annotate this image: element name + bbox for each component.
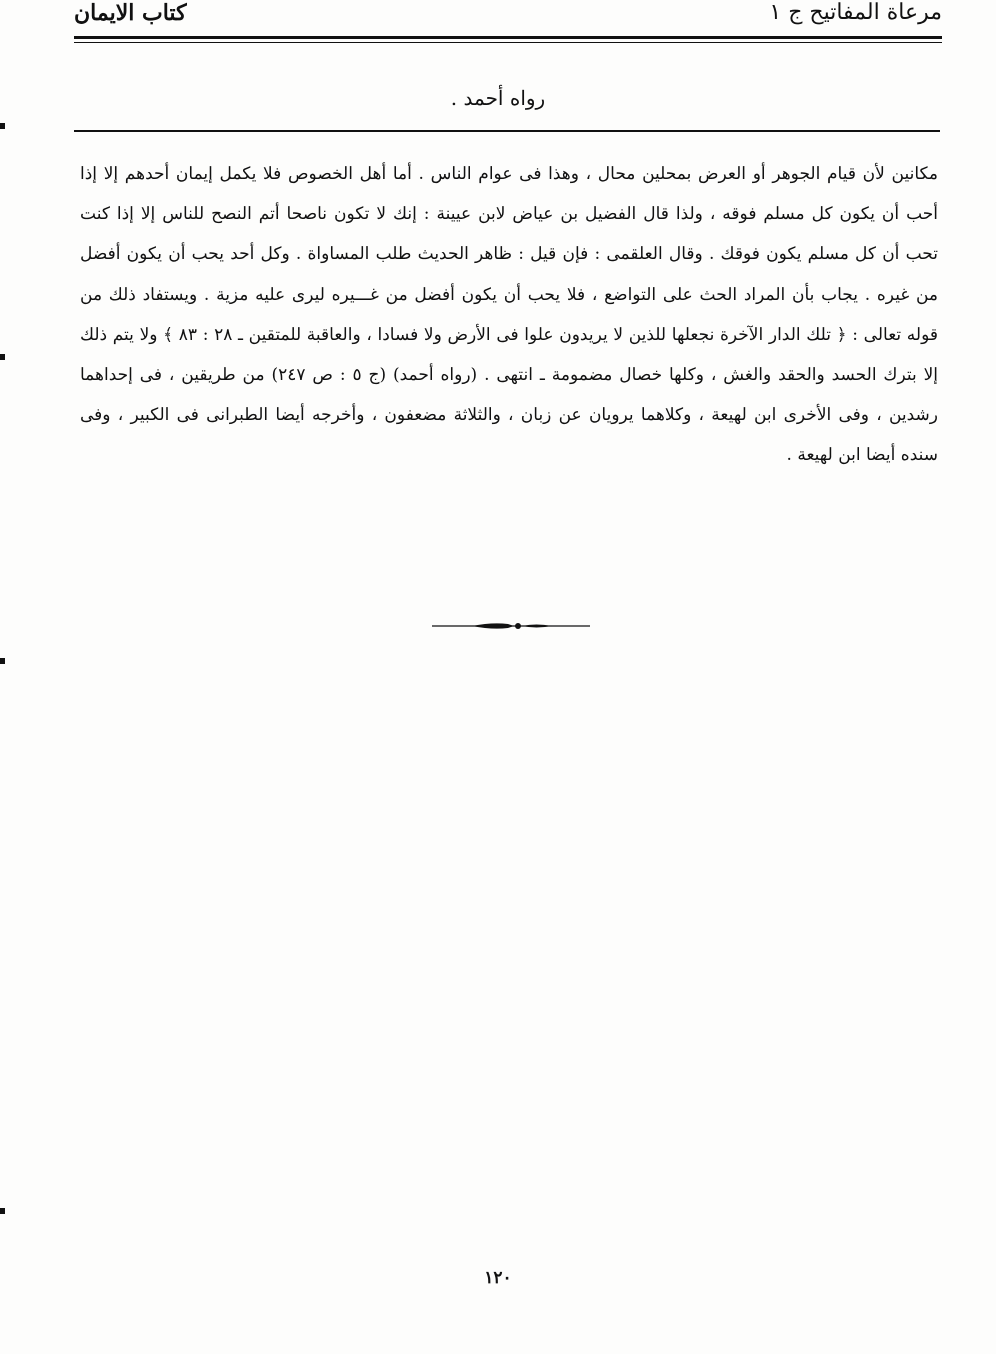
margin-mark <box>0 123 5 129</box>
page-number: ١٢٠ <box>484 1268 512 1288</box>
running-header <box>74 0 942 34</box>
margin-mark <box>0 354 5 360</box>
dash-ornament-icon <box>432 617 590 635</box>
running-title: مرعاة المفاتيح ج ١ <box>769 0 942 25</box>
margin-mark <box>0 658 5 664</box>
commentary-paragraph: مكانين لأن قيام الجوهر أو العرض بمحلين محال ، وهذا فى عوام الناس . أما أهل الخصوص فلا يكمل إيمان أحدهم إلا إذا أحب أن يكون كل مسلم فوقه ، ولذا قال الفضيل بن عياض لابن عيينة : إنك لا تكون ناصحا أتم النصح للناس إلا إذا كنت تحب أن كل مسلم يكون فوقك . وقال العلقمى : فإن قيل : ظاهر الحديث طلب المساواة . وكل أحد يحب أن يكون أفضل من غيره . يجاب بأن المراد الحث على التواضع ، فلا يحب أن يكون أفضل من غـــيره ليرى عليه مزية . ويستفاد ذلك من قوله تعالى : ﴿ تلك الدار الآخرة نجعلها للذين لا يريدون علوا فى الأرض ولا فسادا ، والعاقبة للمتقين ـ ٢٨ : ٨٣ ﴾ ولا يتم ذلك إلا بترك الحسد والحقد والغش ، وكلها خصال مضمومة ـ انتهى . (رواه أحمد) (ج ٥ : ص ٢٤٧) من طريقين ، فى إحداهما رشدين ، وفى الأخرى ابن لهيعة ، وكلاهما يرويان عن زبان ، والثلاثة مضعفون ، وأخرجه أيضا الطبرانى فى الكبير ، وفى سنده أيضا ابن لهيعة . <box>80 164 938 466</box>
header-rule-thick <box>74 36 942 39</box>
margin-mark <box>0 1208 5 1214</box>
header-rule-thin <box>74 42 942 43</box>
footnote-end-line: رواه أحمد . <box>450 86 546 110</box>
book-title: كتاب الايمان <box>74 0 187 26</box>
section-rule <box>74 130 940 132</box>
